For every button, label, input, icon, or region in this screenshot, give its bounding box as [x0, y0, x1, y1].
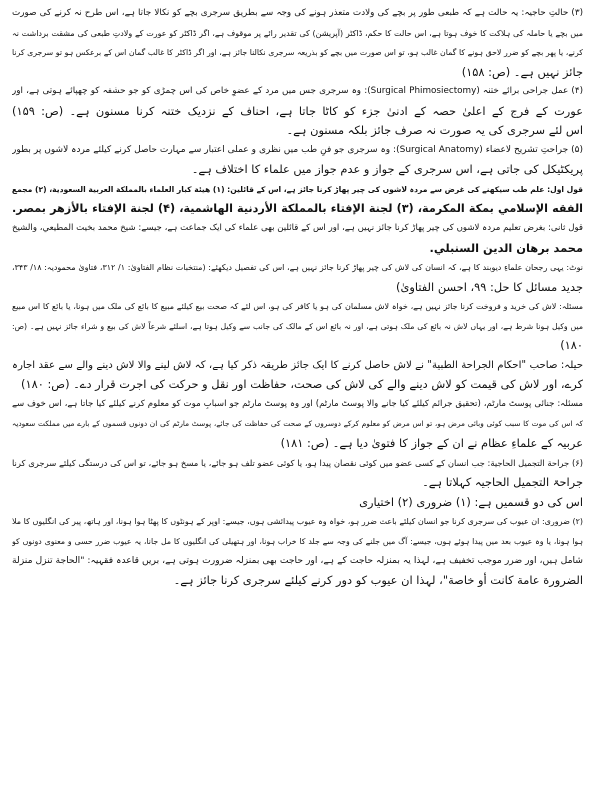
text-line: اس کی دو قسمیں ہے: (۱) ضروری (۲) اختیاری [359, 494, 583, 509]
text-line: جراحۃ التجمیل الحاجیہ کہلاتا ہے۔ [422, 475, 583, 490]
text-line: مسئلہ: جنائی پوسٹ مارٹم، (تحقیق جرائم کیلئے کیا جانے والا پوسٹ مارٹم) اور وہ پوسٹ مارٹم جو اسبابِ موت کو معلوم کرنے کیلئے کیا جاتا ہے، اس خوف سے [12, 398, 583, 409]
text-line: الضرورة عامة كانت أو خاصة"، لہذا ان عیوب کو دور کرنے کیلئے سرجری کرنا جائز ہے۔ [173, 572, 583, 587]
text-line: (۳) حالتِ حاجیہ: یہ حالت ہے کہ طبعی طور پر بچے کی ولادت متعذر ہونے کی وجہ سے بطریق سرجری بچے کو نکالا جاتا ہے، اس طرح نہ کرنے کی صورت [12, 8, 583, 18]
text-line: کرنے، یا پھر بچے کو ضرر لاحق ہونے کا گمان غالب ہو، تو اس صورت میں بچے کو بذریعہ سرجری نکالنا جائز ہے، اور اگر ڈاکٹر کا غالب گمان اس کے برعکس ہو تو سرجری کرنا [12, 48, 583, 58]
text-line: الفقه الإسلامي بمكة المكرمة، (۳) لجنة الإفتاء بالمملكة الأردنية الهاشمية، (۴) لجنة الإفتاء بالأزهر بمصر. [12, 202, 583, 216]
document-page [12, 4, 583, 798]
text-line: قول ثانی: بغرض تعلیم مردہ لاشوں کی چیر پھاڑ کرنا جائز نہیں ہے، اور اس کے قائلین بھی علماء کی ایک جماعت ہے، جیسے: شيخ محمد بخيت المطيعي، والشيخ [12, 223, 583, 234]
text-line: عورت کے فرج کے اعلیٰ حصہ کے ادنیٰ جزء کو کاٹا جاتا ہے، احناف کے نزدیک ختنہ کرنا مسنون ہے۔ (ص: ۱۵۹) [12, 103, 583, 118]
text-line: (۴) عمل جراحی برائے ختنہ (Surgical Phimosiectomy): وہ سرجری جس میں مرد کے عضوِ خاص کی اس چمڑی کو جو حشفہ کو چھپائے ہوتی ہے، اور [12, 86, 583, 97]
text-line: مسئلہ: لاش کی خرید و فروخت کرنا جائز نہیں ہے، خواہ لاش مسلمان کی ہو یا کافر کی ہو، اس لئے کہ صحت بیع کیلئے مبیع کا بائع کی ملک میں ہونا، یا بائع کا اس مبیع [12, 302, 583, 312]
text-line: (۲) ضروری: ان عیوب کی سرجری کرنا جو انسان کیلئے باعث ضرر ہو، خواہ وہ عیوب پیدائشی ہوں، جیسے: اوپر کے ہونٹوں کا پھٹا ہوا ہونا، اور ہاتھ، پیر کی انگلیوں کا ملا [12, 517, 583, 527]
text-line: عربیہ کے علماءِ عظام نے ان کے جواز کا فتویٰ دیا ہے۔ (ص: ۱۸۱) [280, 436, 583, 451]
text-line: کہ اس کی موت کا سبب کوئی وبائی مرض ہو، تو اس مرض کو معلوم کرکے دوسروں کے صحت کی حفاظت کی جائے، پوسٹ مارٹم کی ان دونوں قسموں کے بارے میں مملکت سعودیہ [12, 419, 583, 429]
text-line: حیلہ: صاحب "احکام الجراحة الطبية" نے لاش حاصل کرنے کا ایک جائز طریقہ ذکر کیا ہے، کہ لاش لینے والا لاش دینے والے سے عقد اجارہ [12, 359, 583, 371]
text-line: میں وکیل ہونا شرط ہے، اور یہاں لاش نہ بائع کی ملک ہوتی ہے، اور نہ بائع اس کے مالک کی جانب سے وکیل ہوتا ہے، اسلئے شرعاً لاش کی بیع و شراء جائز نہیں ہے۔ (ص: [12, 321, 583, 331]
text-line: محمد برهان الدين السنبلي. [429, 240, 583, 255]
text-line: ہوا ہونا، یا وہ عیوب بعد میں پیدا ہوئے ہوں، جیسے: آگ میں جلنے کی وجہ سے جلد کا خراب ہونا، اور ہتھیلی کی انگلیوں کا مل جانا، یہ عیوب ضرر حسی و معنوی دونوں کو [12, 536, 583, 546]
text-line: نوٹ: یہی رجحان علماءِ دیوبند کا ہے، کہ انسان کی لاش کی چیر پھاڑ کرنا جائز نہیں ہے، اس کی تفصیل دیکھئے: (منتخبات نظام الفتاویٰ: ۱/ ۳۱۲، فتاویٰ محمودیہ: ۱۸/ ۳۴۳، [12, 263, 583, 273]
text-line: جدید مسائل کا حل: ۹۹، احسن الفتاویٰ) [396, 279, 583, 294]
text-line: (۵) جراحتِ تشریح لاعضاء (Surgical Anatomy): وہ سرجری جو فنِ طب میں نظری و عملی اعتبار سے مہارت حاصل کرنے کیلئے مردہ لاشوں پر بطور [12, 144, 583, 155]
text-line: (۶) جراحة التجميل الحاجية: جب انسان کے کسی عضو میں کوئی نقصان پیدا ہو، یا کوئی عضو تلف ہو جائے، یا مسخ ہو جائے، تو اس کی درستگی کیلئے سرجری کرنا [12, 457, 583, 468]
text-line: پریکٹیکل کی جاتی ہے، اس سرجری کے جواز و عدم جواز میں علماء کا اختلاف ہے۔ [191, 162, 583, 177]
text-line: جائز نہیں ہے۔ (ص: ۱۵۸) [461, 64, 583, 79]
text-line: کرے، اور لاش کی قیمت کو لاش دینے والے کی لاش کی صحت، حفاظت اور نقل و حرکت کی اجرت قرار دے۔ (ص: ۱۸۰) [21, 377, 583, 392]
text-line: قول اول: علم طب سیکھنے کی غرض سے مردہ لاشوں کی چیر پھاڑ کرنا جائز ہے، اس کے قائلین: (۱) هيئة كبار العلماء بالمملكة العربية السعودية، (۲) مجمع [12, 184, 583, 194]
text-line: میں بچے یا حاملہ کی ہلاکت کا خوف ہوتا ہے، اس حالت کا حکم، ڈاکٹر (آپریشن) کی تقدیر رائے پر موقوف ہے، اگر ڈاکٹر کو عورت کے ولادتِ طبعی کی مشقت برداشت نہ [12, 28, 583, 38]
text-line: ۱۸۰) [560, 338, 583, 353]
text-line: اس لئے سرجری کی یہ صورت نہ صرف جائز بلکہ مسنون ہے۔ [286, 123, 583, 138]
text-line: شامل ہیں، اور ضرر موجب تخفیف ہے، لہذا یہ بمنزلہ حاجت کے ہے، اور حاجت بھی بمنزلہ ضرورت ہوتی ہے، بریں قاعدہ فقہیہ: "الحاجة تنزل منزلة [12, 555, 583, 567]
